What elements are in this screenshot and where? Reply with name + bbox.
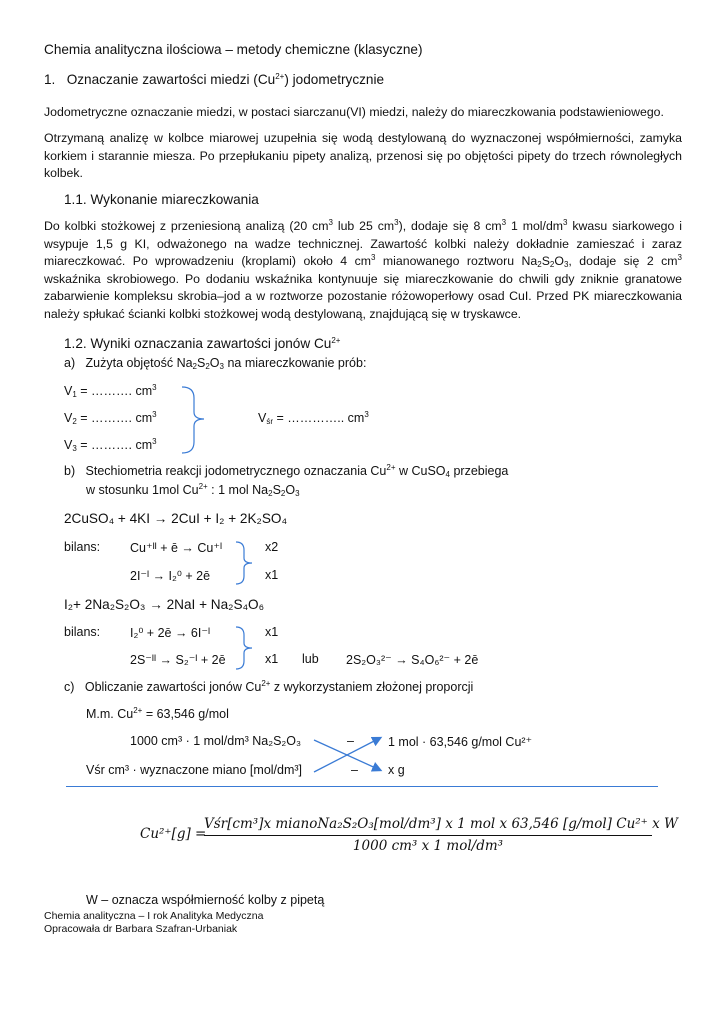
bilans-1-bracket: [232, 540, 262, 586]
formula-denominator: 1000 cm³ x 1 mol/dm³: [352, 838, 504, 854]
section-1-1-heading: 1.1. Wykonanie miareczkowania: [64, 192, 259, 207]
item-c: c) Obliczanie zawartości jonów $Cu^{2+}$ z wykorzystaniem złożonej proporcji: [64, 679, 474, 694]
proportion-row-1-right: 1 mol · 63,546 g/mol Cu²⁺: [388, 735, 533, 749]
bilans-2-line-2: 2S⁻ᴵᴵ → S₂⁻ᴵ + 2ē: [130, 653, 226, 667]
reaction-equation-1: 2CuSO₄ + 4KI → 2CuI + I₂ + 2K₂SO₄: [64, 511, 288, 526]
bilans-2-multiplier-2: x1: [265, 652, 279, 666]
paragraph-titration-procedure: Do kolbki stożkowej z przeniesioną analizą (20 $cm^3$ lub 25 $cm^3$), dodaje się 8 $cm^3$ 1 mol/$dm^3$ kwasu siarkowego i wsypuje 1,5 g KI, odważonego na wadze technicznej. Zawartość kolbki należy dokładnie zamieszać i zaraz miareczkować. Po wprowadzeniu (kroplami) około 4 $cm^3$ mianowanego roztworu $Na_2S_2O_3$, dodaje się 2 $cm^3$ wskaźnika skrobiowego. Po dodaniu wskaźnika kontynuuje się miareczkowanie do chwili gdy zniknie granatowe zabarwienie kompleksu skrobia–jod a w roztworze pozostanie różowoperłowy osad CuI. Przed PK miareczkowania należy spłukać ścianki kolbki stożkowej wodą destylowaną, znajdującą się w tryskawce.: [44, 218, 682, 321]
volume-v1: $V_1$ = ………. $cm^3$: [64, 383, 157, 399]
item-b-line1: b) Stechiometria reakcji jodometrycznego oznaczania $Cu^{2+}$ w CuSO$_4$ przebiega: [64, 463, 509, 479]
bilans-label-2: bilans:: [64, 625, 101, 639]
item-a: a) Zużyta objętość $Na_2S_2O_3$ na miareczkowanie prób:: [64, 356, 367, 371]
bilans-1-multiplier-1: x2: [265, 540, 279, 554]
proportion-row-2-dash: –: [351, 763, 358, 777]
proportion-row-1-left: 1000 cm³ · 1 mol/dm³ Na₂S₂O₃: [130, 734, 302, 748]
molar-mass-cu: M.m. $Cu^{2+} = 63,546$ g/mol: [86, 706, 229, 721]
volumes-bracket: [176, 384, 216, 456]
bilans-2-alternative: 2S₂O₃²⁻ → S₄O₆²⁻ + 2ē: [346, 653, 479, 667]
w-definition: W – oznacza współmierność kolby z pipetą: [86, 893, 325, 907]
proportion-row-2-left: Vśr cm³ · wyznaczone miano [mol/dm³]: [86, 763, 303, 777]
proportion-row-2-right: x g: [388, 763, 405, 777]
formula-numerator: Vśr[cm³]x mianoNa₂S₂O₃[mol/dm³] x 1 mol x 63,546 [g/mol] Cu²⁺ x W: [204, 816, 678, 832]
paragraph-preparation: Otrzymaną analizę w kolbce miarowej uzupełnia się wodą destylowaną do wyznaczonej współmierności, zamyka korkiem i starannie miesza. Po przepłukaniu pipety analizą, przenosi się po objętości pipety do trzech równoległych kolbek.: [44, 131, 682, 180]
formula-lhs: Cu²⁺[g] =: [140, 826, 207, 842]
bilans-2-bracket: [232, 625, 262, 671]
bilans-1-line-2: 2I⁻ᴵ → I₂⁰ + 2ē: [130, 569, 211, 583]
document-title: Chemia analityczna ilościowa – metody chemiczne (klasyczne): [44, 42, 423, 57]
footer-author: Opracowała dr Barbara Szafran-Urbaniak: [44, 923, 238, 935]
reaction-equation-2: I₂+ 2Na₂S₂O₃ → 2NaI + Na₂S₄O₆: [64, 597, 265, 612]
bilans-2-multiplier-1: x1: [265, 625, 279, 639]
section-1-heading: 1. Oznaczanie zawartości miedzi $(Cu^{2+})$ jodometrycznie: [44, 72, 385, 87]
bilans-2-line-1: I₂⁰ + 2ē → 6I⁻ᴵ: [130, 626, 211, 640]
section-1-2-heading: 1.2. Wyniki oznaczania zawartości jonów $Cu^{2+}$: [64, 336, 341, 351]
divider-line: [66, 786, 658, 787]
bilans-2-or: lub: [302, 652, 319, 666]
footer-course: Chemia analityczna – I rok Analityka Medyczna: [44, 910, 264, 922]
item-b-line2: w stosunku 1mol $Cu^{2+}$ : 1 mol $Na_2S_2O_3$: [86, 482, 300, 498]
bilans-1-line-1: Cu⁺ᴵᴵ + ē → Cu⁺ᴵ: [130, 541, 223, 555]
volume-v2: $V_2$ = ………. $cm^3$: [64, 410, 157, 426]
paragraph-intro: Jodometryczne oznaczanie miedzi, w postaci siarczanu(VI) miedzi, należy do miareczkowania podstawieniowego.: [44, 105, 664, 119]
proportion-row-1-dash: –: [347, 734, 354, 748]
proportion-cross-arrows: [300, 728, 390, 778]
bilans-1-multiplier-2: x1: [265, 568, 279, 582]
bilans-label-1: bilans:: [64, 540, 101, 554]
volume-v3: $V_3$ = ………. $cm^3$: [64, 437, 157, 453]
formula-fraction-bar: [204, 835, 652, 836]
volume-average: $V_{śr}$ = ………….. $cm^3$: [258, 410, 369, 426]
